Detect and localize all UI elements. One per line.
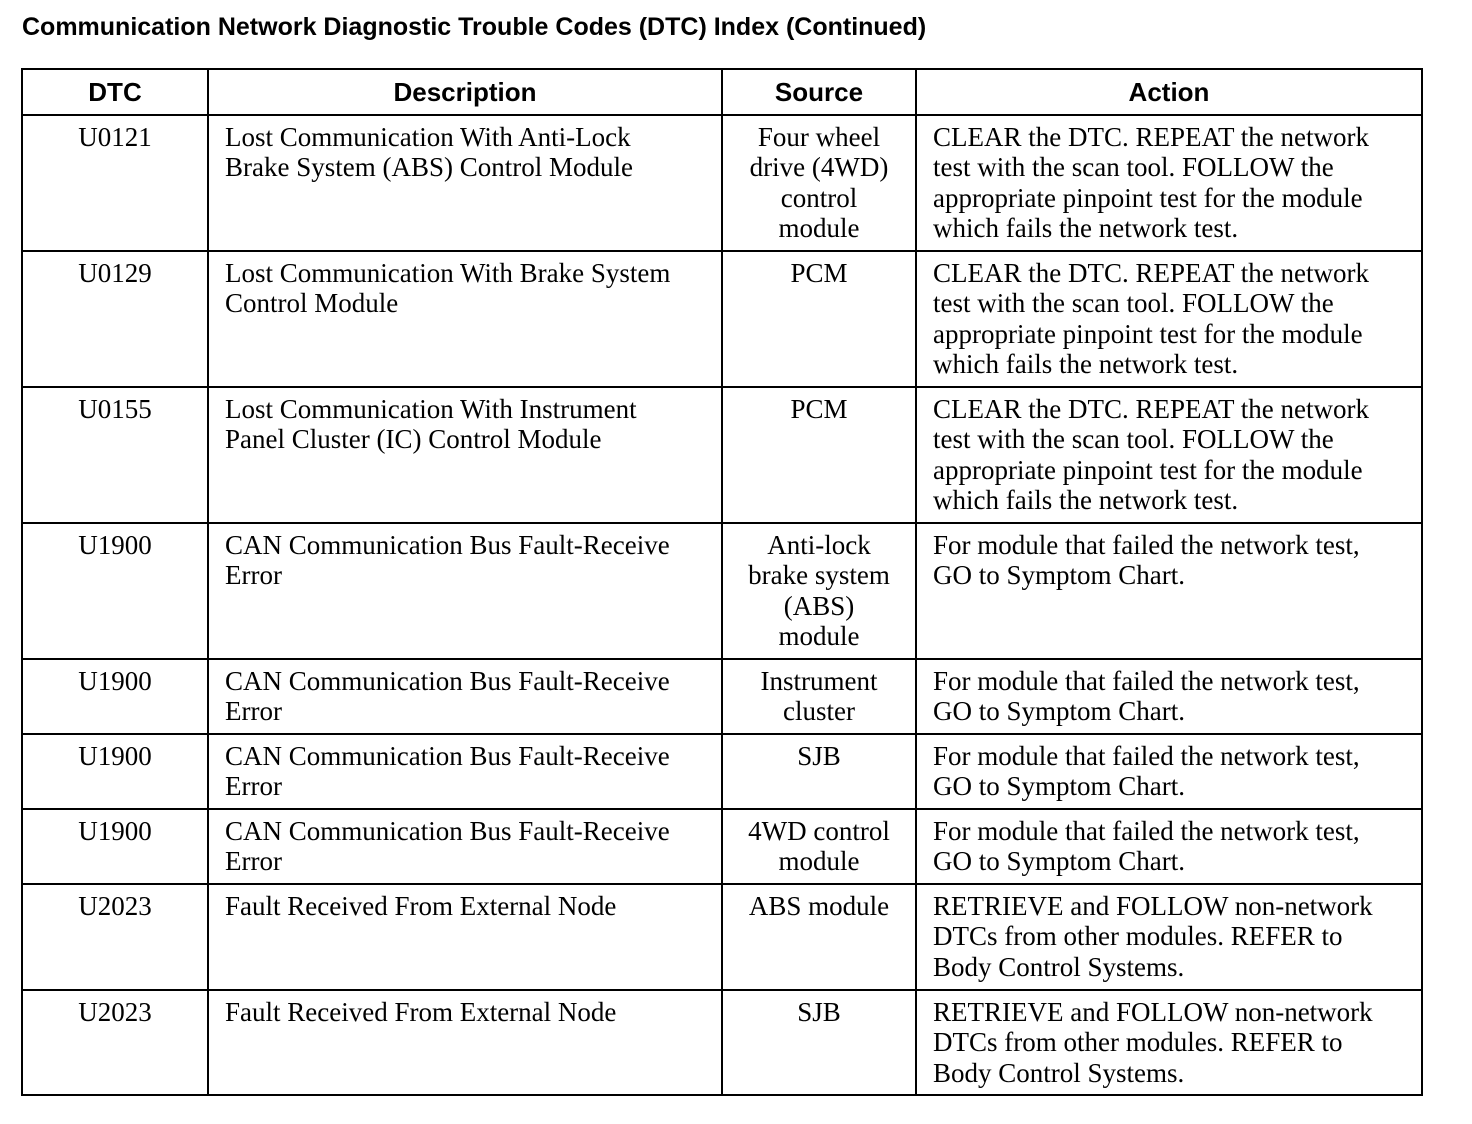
source-cell-line: cluster [783, 696, 855, 727]
source-cell-line: brake system [748, 560, 890, 591]
description-cell-line: CAN Communication Bus Fault-Receive [225, 530, 670, 560]
action-cell-line: test with the scan tool. FOLLOW the [933, 288, 1334, 319]
table-row [22, 809, 1422, 884]
dtc-code-cell: U1900 [22, 734, 208, 809]
table-row [22, 387, 1422, 523]
action-cell-line: which fails the network test. [933, 485, 1239, 516]
source-cell-line: Anti-lock [767, 530, 871, 560]
description-cell [208, 990, 722, 1095]
source-cell-line: module [778, 213, 860, 244]
source-cell [722, 115, 916, 251]
action-cell-line: RETRIEVE and FOLLOW non-network [933, 891, 1373, 921]
description-cell [208, 115, 722, 251]
description-cell-line: Panel Cluster (IC) Control Module [225, 424, 602, 455]
table-row [22, 990, 1422, 1095]
source-cell-line: (ABS) [783, 590, 855, 621]
action-cell [916, 734, 1422, 809]
table-row [22, 523, 1422, 659]
action-cell-line: which fails the network test. [933, 213, 1239, 244]
source-cell-line: control [780, 182, 858, 213]
description-cell-line: Error [225, 696, 282, 727]
action-cell-line: appropriate pinpoint test for the module [933, 182, 1363, 213]
dtc-code-cell: U2023 [22, 884, 208, 990]
description-cell-line: Control Module [225, 288, 399, 319]
action-cell-line: which fails the network test. [933, 349, 1239, 380]
source-cell [722, 523, 916, 659]
dtc-code-cell: U1900 [22, 809, 208, 884]
action-cell-line: test with the scan tool. FOLLOW the [933, 152, 1334, 183]
page-title: Communication Network Diagnostic Trouble Codes (DTC) Index (Continued) [22, 13, 927, 41]
dtc-code-cell: U0129 [22, 251, 208, 387]
table-row [22, 884, 1422, 990]
action-cell [916, 387, 1422, 523]
dtc-code-cell: U1900 [22, 523, 208, 659]
description-cell-line: Error [225, 846, 282, 877]
header-description: Description [208, 69, 722, 115]
dtc-code-cell: U1900 [22, 659, 208, 734]
action-cell-line: RETRIEVE and FOLLOW non-network [933, 997, 1373, 1027]
action-cell [916, 990, 1422, 1095]
source-cell [722, 659, 916, 734]
dtc-code-cell: U0155 [22, 387, 208, 523]
description-cell [208, 884, 722, 990]
action-cell [916, 251, 1422, 387]
description-cell-line: Lost Communication With Instrument [225, 394, 637, 424]
action-cell [916, 884, 1422, 990]
source-cell-line: PCM [790, 258, 848, 288]
action-cell [916, 809, 1422, 884]
source-cell-line: module [778, 846, 860, 877]
source-cell-line: Four wheel [757, 122, 881, 152]
action-cell-line: For module that failed the network test, [933, 530, 1360, 560]
source-cell [722, 251, 916, 387]
description-cell [208, 387, 722, 523]
table-header-row [22, 69, 1422, 115]
source-cell-line: ABS module [748, 891, 890, 921]
table-row [22, 734, 1422, 809]
source-cell-line: SJB [797, 997, 841, 1027]
action-cell-line: Body Control Systems. [933, 1057, 1185, 1088]
description-cell [208, 809, 722, 884]
dtc-code-cell: U0121 [22, 115, 208, 251]
table-row [22, 659, 1422, 734]
action-cell-line: DTCs from other modules. REFER to [933, 1027, 1343, 1058]
action-cell-line: GO to Symptom Chart. [933, 560, 1186, 591]
dtc-table [21, 68, 1423, 1096]
action-cell-line: For module that failed the network test, [933, 816, 1360, 846]
source-cell [722, 809, 916, 884]
description-cell [208, 523, 722, 659]
table-body [22, 115, 1422, 1095]
action-cell-line: CLEAR the DTC. REPEAT the network [933, 122, 1369, 152]
description-cell-line: Fault Received From External Node [225, 891, 617, 921]
header-action: Action [916, 69, 1422, 115]
source-cell-line: module [778, 621, 860, 652]
source-cell [722, 734, 916, 809]
header-dtc: DTC [22, 69, 208, 115]
action-cell-line: DTCs from other modules. REFER to [933, 921, 1343, 952]
description-cell-line: Lost Communication With Anti-Lock [225, 122, 631, 152]
action-cell-line: CLEAR the DTC. REPEAT the network [933, 258, 1369, 288]
description-cell-line: CAN Communication Bus Fault-Receive [225, 666, 670, 696]
description-cell-line: Error [225, 560, 282, 591]
description-cell-line: Fault Received From External Node [225, 997, 617, 1027]
source-cell-line: drive (4WD) [749, 152, 889, 183]
description-cell [208, 734, 722, 809]
action-cell-line: GO to Symptom Chart. [933, 846, 1186, 877]
action-cell [916, 115, 1422, 251]
action-cell [916, 659, 1422, 734]
description-cell-line: Error [225, 771, 282, 802]
description-cell-line: Brake System (ABS) Control Module [225, 152, 633, 183]
description-cell-line: CAN Communication Bus Fault-Receive [225, 816, 670, 846]
action-cell-line: CLEAR the DTC. REPEAT the network [933, 394, 1369, 424]
description-cell [208, 251, 722, 387]
source-cell [722, 990, 916, 1095]
source-cell-line: SJB [797, 741, 841, 771]
source-cell [722, 387, 916, 523]
source-cell-line: 4WD control [748, 816, 890, 846]
dtc-code-cell: U2023 [22, 990, 208, 1095]
action-cell-line: appropriate pinpoint test for the module [933, 454, 1363, 485]
action-cell-line: Body Control Systems. [933, 951, 1185, 982]
header-source: Source [722, 69, 916, 115]
action-cell-line: For module that failed the network test, [933, 741, 1360, 771]
action-cell-line: GO to Symptom Chart. [933, 696, 1186, 727]
source-cell-line: Instrument [760, 666, 878, 696]
table-row [22, 251, 1422, 387]
source-cell [722, 884, 916, 990]
action-cell-line: appropriate pinpoint test for the module [933, 318, 1363, 349]
table-row [22, 115, 1422, 251]
action-cell-line: GO to Symptom Chart. [933, 771, 1186, 802]
description-cell-line: CAN Communication Bus Fault-Receive [225, 741, 670, 771]
action-cell-line: test with the scan tool. FOLLOW the [933, 424, 1334, 455]
description-cell-line: Lost Communication With Brake System [225, 258, 671, 288]
action-cell-line: For module that failed the network test, [933, 666, 1360, 696]
source-cell-line: PCM [790, 394, 848, 424]
action-cell [916, 523, 1422, 659]
description-cell [208, 659, 722, 734]
